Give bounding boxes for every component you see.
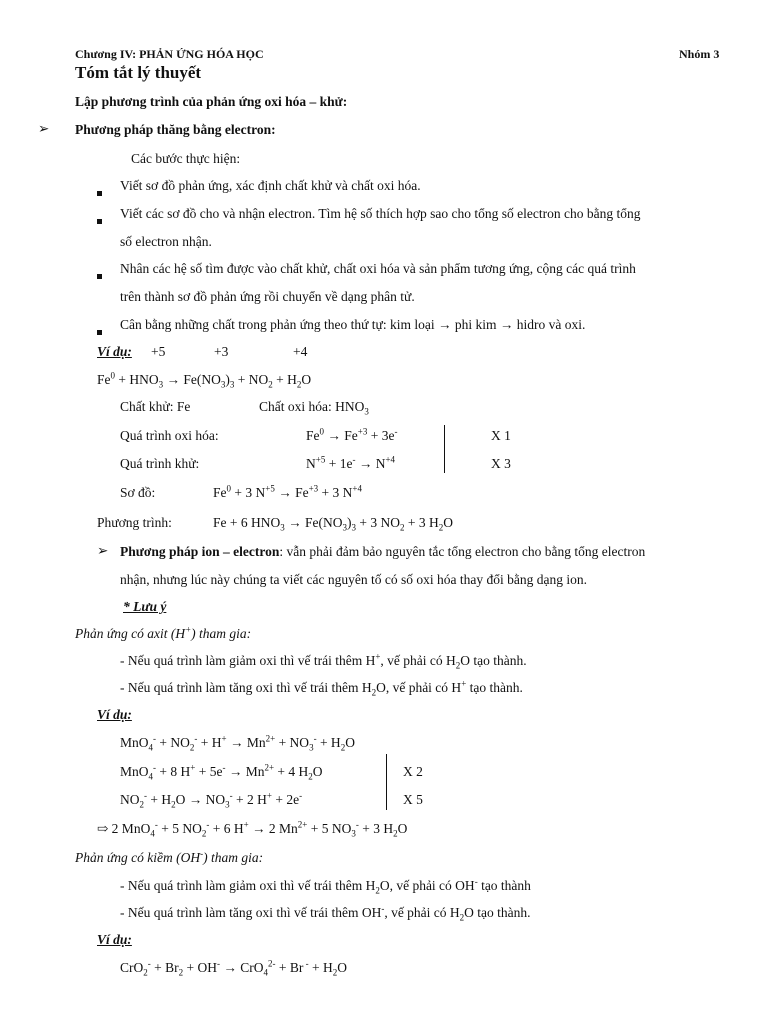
equation-label: Phương trình: <box>97 515 172 530</box>
scheme-label: Sơ đồ: <box>120 485 156 500</box>
section-subtitle: Lập phương trình của phản ứng oxi hóa – khử: <box>75 94 348 109</box>
acid-balanced-equation: ⇨ 2 MnO$_4$- + 5 $NO_2^- + 6$ H+ → 2 $Mn^{2+} + 5$ $NO_3^- + 3$ $H_2O$ <box>97 819 408 839</box>
reduction-half-reaction: $N^{+5} + 1e^- \to N^{+4}$ <box>306 454 396 471</box>
method2-heading: Phương pháp ion – electron <box>120 544 280 559</box>
multiplier: X 3 <box>491 456 511 471</box>
reduction-half-reaction: MnO$_4$- + 8 $H^+ + 5e^- \to Mn^{2+} + 4$ $H_2O$ <box>120 762 323 782</box>
oxidation-label: Quá trình oxi hóa: <box>120 428 219 443</box>
base-reaction: $CrO_2^- + Br_2 + OH^- \to CrO_4^{2-} + Br$ $^- + H_2O$ <box>120 958 347 978</box>
oxidation-half-reaction: $NO_2^- + H_2O \to NO_3^- + 2$ H+ + 2e- <box>120 790 303 810</box>
multiplier: X 5 <box>403 792 423 807</box>
group-header: Nhóm 3 <box>679 47 720 61</box>
method2-text: : vẫn phải đảm bảo nguyên tắc tổng electron cho bằng tổng electron <box>279 544 646 559</box>
base-rule-2: - Nếu quá trình làm tăng oxi thì vế trái thêm OH-, vế phải có $H_2O$ tạo thành. <box>120 903 531 923</box>
bullet-icon <box>97 267 102 283</box>
oxidation-number: +4 <box>293 344 308 359</box>
reducer-label: Chất khử: Fe <box>120 399 191 414</box>
example-label: Ví dụ: <box>97 932 132 947</box>
acid-rule-1: - Nếu quá trình làm giảm oxi thì vế trái thêm H+, vế phải có $H_2O$ tạo thành. <box>120 651 527 671</box>
steps-intro: Các bước thực hiện: <box>131 151 241 166</box>
multiplier: X 1 <box>491 428 511 443</box>
method2-line1 <box>120 544 645 560</box>
acid-reaction: $MnO_4^- + NO_2^- + H^+ \to Mn^{2+} + NO_3^- + H_2O$ <box>120 733 355 753</box>
step-item: Viết sơ đồ phản ứng, xác định chất khử và chất oxi hóa. <box>120 178 421 193</box>
step-item: Cân bằng những chất trong phản ứng theo thứ tự: kim loại → phi kim → hidro và oxi. <box>120 317 586 332</box>
bullet-icon <box>97 184 102 200</box>
step-item-cont: trên thành sơ đồ phản ứng rồi chuyển về dạng phân tử. <box>120 289 415 304</box>
acid-intro: Phản ứng có axit (H+) tham gia: <box>75 624 252 641</box>
method1-heading: Phương pháp thăng bằng electron: <box>75 122 276 137</box>
base-intro: Phản ứng có kiềm (OH-) tham gia: <box>75 848 264 865</box>
step-item-cont: số electron nhận. <box>120 234 212 249</box>
oxidation-number: +5 <box>151 344 166 359</box>
method1-marker: ➢ <box>38 121 50 136</box>
oxidation-half-reaction: $Fe^0 \to Fe^{+3} + 3e^-$ <box>306 426 398 443</box>
step-item: Viết các sơ đồ cho và nhận electron. Tìm hệ số thích hợp sao cho tổng số electron cho bằng tổng <box>120 206 641 221</box>
note-label: * Lưu ý <box>123 599 167 614</box>
base-rule-1: - Nếu quá trình làm giảm oxi thì vế trái thêm $H_2O$, vế phải có OH- tạo thành <box>120 876 531 896</box>
method2-line2: nhận, nhưng lúc này chúng ta viết các nguyên tố có số oxi hóa thay đổi bằng dạng ion. <box>120 572 587 587</box>
step-item: Nhân các hệ số tìm được vào chất khử, chất oxi hóa và sản phẩm tương ứng, cộng các quá trình <box>120 261 636 276</box>
bullet-icon <box>97 323 102 339</box>
example-label: Ví dụ: <box>97 344 132 359</box>
method2-marker: ➢ <box>97 543 109 558</box>
reaction-equation: $Fe^0 + HNO_3 \to Fe(NO_3)_3 + NO_2 + H_2O$ <box>97 370 312 390</box>
chapter-header: Chương IV: PHẢN ỨNG HÓA HỌC <box>75 47 264 61</box>
acid-rule-2: - Nếu quá trình làm tăng oxi thì vế trái thêm $H_2O$, vế phải có H+ tạo thành. <box>120 678 523 698</box>
divider-line <box>386 754 387 810</box>
scheme-equation: $Fe^0 + 3$ $N^{+5} \to Fe^{+3} + 3$ $N^{+4}$ <box>213 483 362 500</box>
oxidation-number: +3 <box>214 344 229 359</box>
multiplier: X 2 <box>403 764 423 779</box>
divider-line <box>444 425 445 473</box>
bullet-icon <box>97 212 102 228</box>
oxidizer-label: Chất oxi hóa: $HNO_3$ <box>259 399 369 417</box>
example-label: Ví dụ: <box>97 707 132 722</box>
reduction-label: Quá trình khử: <box>120 456 200 471</box>
page-title: Tóm tắt lý thuyết <box>75 63 202 82</box>
balanced-equation: Fe + 6 $HNO_3 \to Fe(NO_3)_3 + 3$ $NO_2 + 3$ $H_2O$ <box>213 515 453 533</box>
